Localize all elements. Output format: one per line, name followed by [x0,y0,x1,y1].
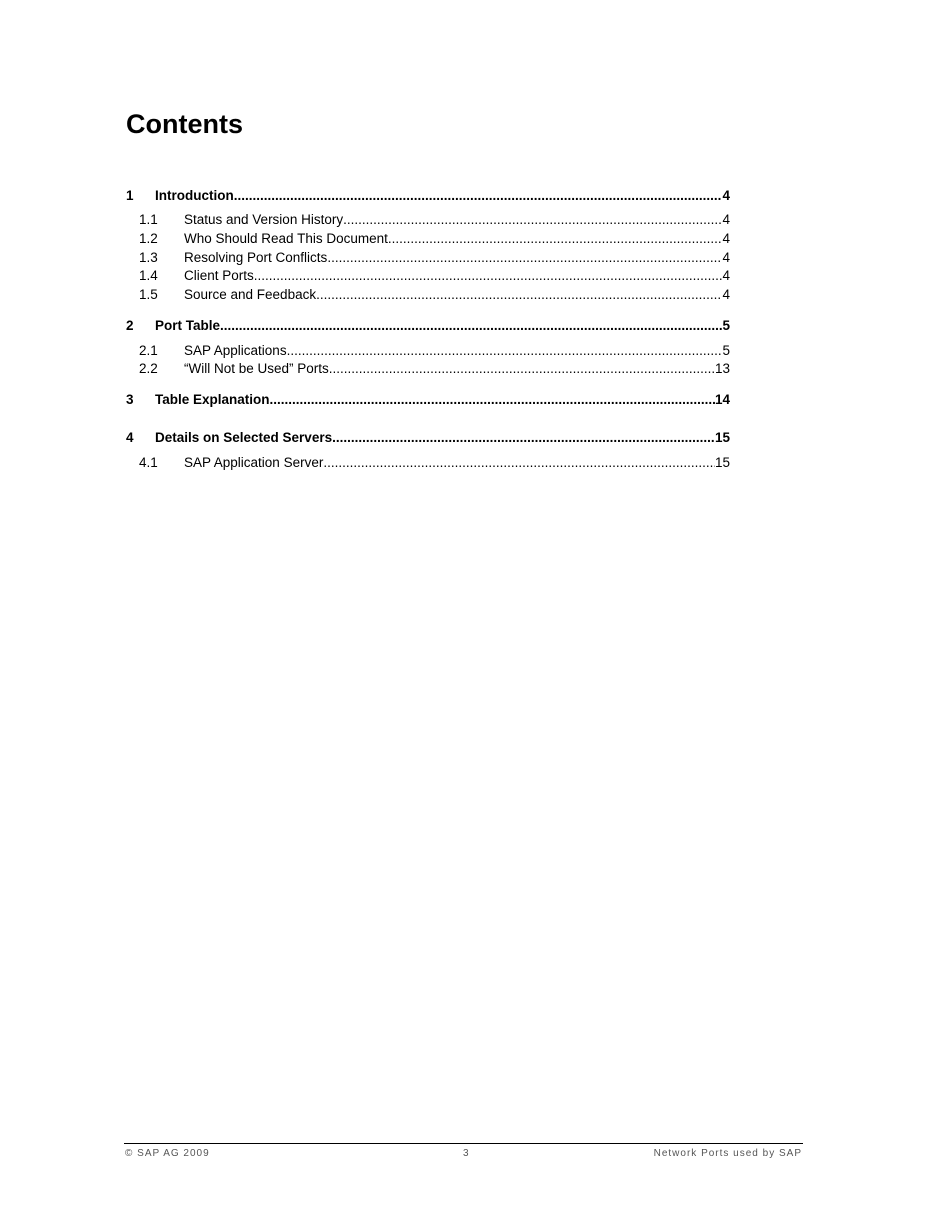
toc-entry-label: Resolving Port Conflicts [184,250,328,265]
toc-entry-label: “Will Not be Used” Ports [184,361,329,376]
toc-entry[interactable] [126,360,730,378]
footer-divider [124,1143,803,1144]
toc-entry-number: 1.5 [139,287,158,302]
footer-document-title: Network Ports used by SAP [653,1148,802,1159]
toc-dot-leader [316,286,722,304]
toc-entry-page: 15 [714,430,730,445]
toc-entry[interactable] [126,317,730,335]
toc-entry-page: 4 [722,268,730,283]
page-title: Contents [126,109,243,139]
toc-entry-number: 1.1 [139,212,158,227]
toc-entry-page: 4 [722,287,730,302]
toc-entry[interactable] [126,187,730,205]
toc-entry-number: 2.1 [139,343,158,358]
toc-entry-page: 4 [722,231,730,246]
footer-page-number: 3 [463,1148,470,1159]
toc-entry-page: 4 [722,212,730,227]
toc-dot-leader [388,230,723,248]
footer-copyright: © SAP AG 2009 [125,1148,210,1159]
toc-dot-leader [327,249,722,267]
toc-dot-leader [287,342,723,360]
toc-dot-leader [332,429,715,447]
toc-entry[interactable] [126,211,730,229]
toc-entry[interactable] [126,391,730,409]
toc-dot-leader [254,267,723,285]
toc-entry-page: 15 [714,455,730,470]
toc-entry[interactable] [126,267,730,285]
toc-entry-label: Source and Feedback [184,287,317,302]
toc-entry-page: 13 [714,361,730,376]
toc-entry-number: 1.4 [139,268,158,283]
toc-entry-page: 5 [722,343,730,358]
toc-entry[interactable] [126,286,730,304]
toc-entry-number: 1.2 [139,231,158,246]
toc-entry-page: 4 [722,250,730,265]
toc-entry-label: Introduction [155,188,234,203]
toc-entry-label: Port Table [155,318,221,333]
toc-entry-page: 14 [714,392,730,407]
toc-entry-label: SAP Applications [184,343,287,358]
toc-dot-leader [323,454,715,472]
toc-entry-number: 2 [126,318,134,333]
toc-entry[interactable] [126,429,730,447]
toc-entry[interactable] [126,249,730,267]
toc-entry-number: 1 [126,188,134,203]
toc-entry-label: Status and Version History [184,212,344,227]
toc-entry-label: Table Explanation [155,392,270,407]
toc-entry-number: 4 [126,430,134,445]
toc-entry-number: 2.2 [139,361,158,376]
toc-entry-number: 4.1 [139,455,158,470]
toc-dot-leader [234,187,723,205]
toc-dot-leader [270,391,715,409]
toc-entry-number: 1.3 [139,250,158,265]
toc-entry-label: Client Ports [184,268,254,283]
toc-entry-label: Who Should Read This Document [184,231,388,246]
toc-dot-leader [220,317,722,335]
toc-entry-page: 4 [722,188,730,203]
toc-dot-leader [343,211,722,229]
toc-entry[interactable] [126,342,730,360]
toc-entry-page: 5 [722,318,730,333]
toc-entry[interactable] [126,230,730,248]
toc-entry-number: 3 [126,392,134,407]
toc-entry-label: SAP Application Server [184,455,324,470]
toc-entry[interactable] [126,454,730,472]
toc-dot-leader [329,360,715,378]
toc-entry-label: Details on Selected Servers [155,430,333,445]
